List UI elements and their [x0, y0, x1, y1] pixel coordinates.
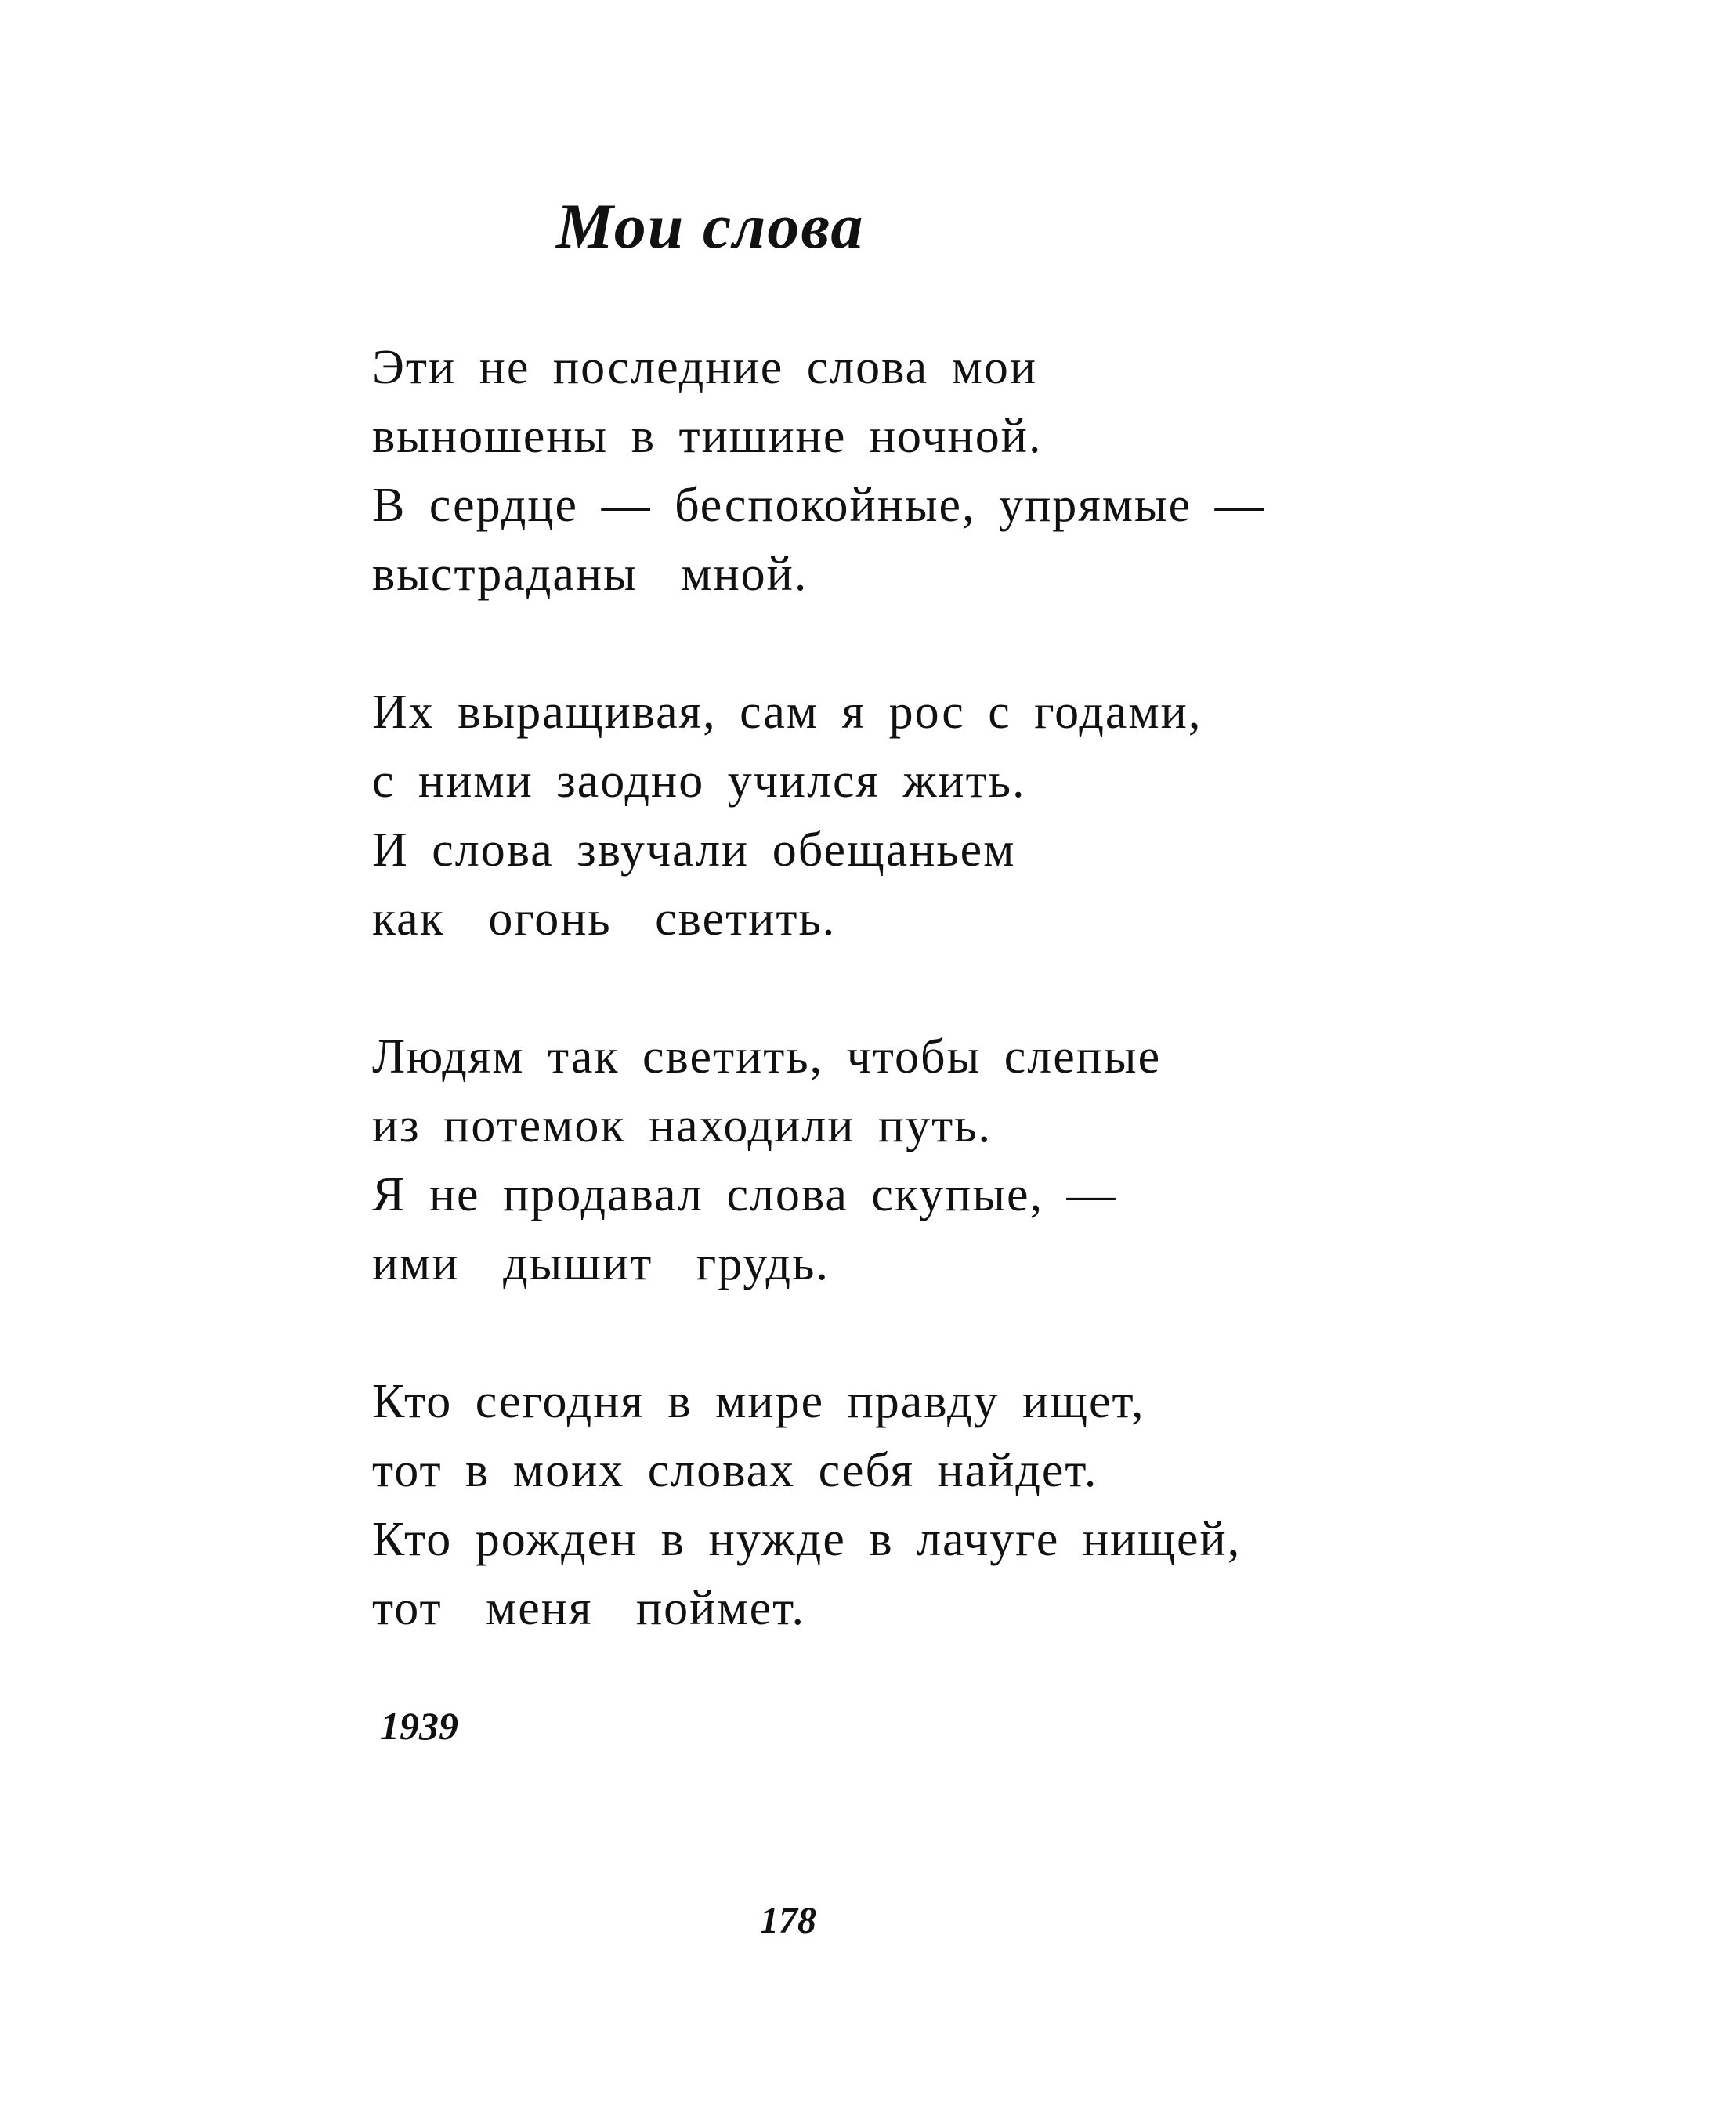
poem-title: Мои слова: [556, 190, 865, 262]
poem-line: Их выращивая, сам я рос с годами,: [372, 686, 1203, 739]
poem-line: Кто сегодня в мире правду ищет,: [372, 1375, 1145, 1428]
poem-date: 1939: [380, 1704, 458, 1748]
poem-line: Я не продавал слова скупые, —: [372, 1168, 1117, 1221]
poem-line: выношены в тишине ночной.: [372, 410, 1043, 463]
stanza-4: [372, 1367, 1547, 1643]
poem-line: с ними заодно учился жить.: [372, 754, 1026, 808]
poem-line: из потемок находили путь.: [372, 1099, 992, 1152]
stanza-2: [372, 678, 1547, 953]
poem-line: выстраданы мной.: [372, 548, 808, 601]
poem-line: В сердце — беспокойные, упрямые —: [372, 479, 1265, 532]
poem-line: тот меня поймет.: [372, 1582, 806, 1635]
poem-line: Людям так светить, чтобы слепые: [372, 1030, 1162, 1084]
poem-line: И слова звучали обещаньем: [372, 823, 1016, 877]
stanza-1: [372, 333, 1547, 609]
poem-line: Кто рожден в нужде в лачуге нищей,: [372, 1513, 1242, 1566]
poem-line: тот в моих словах себя найдет.: [372, 1444, 1098, 1497]
stanza-3: [372, 1022, 1547, 1298]
page-number: 178: [760, 1900, 816, 1941]
poem-body: [372, 333, 1547, 1712]
poem-line: ими дышит грудь.: [372, 1237, 830, 1290]
poem-line: как огонь светить.: [372, 892, 837, 946]
poem-line: Эти не последние слова мои: [372, 341, 1038, 394]
